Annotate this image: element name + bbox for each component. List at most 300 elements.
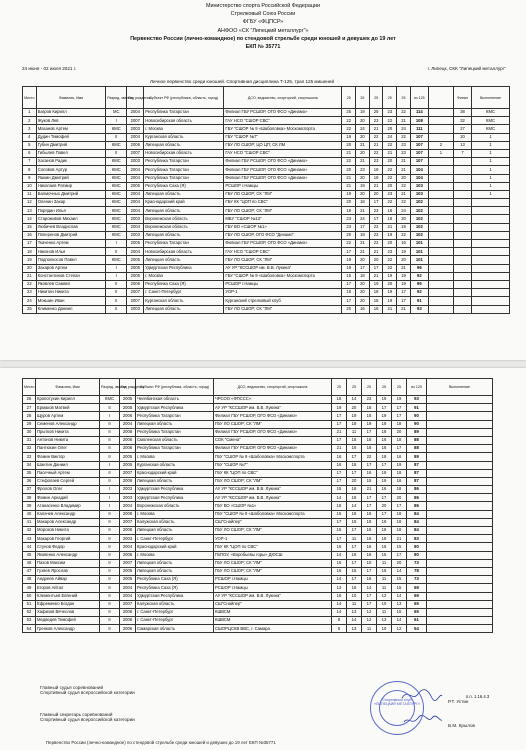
table-cell: Пантюхин Олег bbox=[36, 445, 100, 453]
table-cell: 17 bbox=[377, 404, 392, 412]
table-cell: 20 bbox=[392, 559, 407, 567]
table-cell: 30 bbox=[23, 428, 36, 436]
table-cell: 16 bbox=[347, 584, 362, 592]
union-line: Стрелковый Союз России bbox=[230, 11, 296, 18]
table-cell: II bbox=[100, 625, 120, 633]
table-cell: 88 bbox=[407, 445, 427, 453]
table-cell: Курганский стрелковый клуб bbox=[224, 297, 342, 305]
table-cell: ГБУ ЛО СШОР; СК "ЛМ" bbox=[214, 559, 332, 567]
table-cell: ГБУ ЛО СШОР; СК "ЛМ" bbox=[224, 305, 342, 313]
table-cell: 21 bbox=[362, 486, 377, 494]
table-cell bbox=[428, 272, 453, 280]
table-cell: 88 bbox=[407, 436, 427, 444]
table-cell: 1 bbox=[471, 182, 509, 190]
table-cell: 2003 bbox=[120, 535, 136, 543]
table-cell: ГБПОУ, «Воробьевы горы» ДЮСШ bbox=[214, 551, 332, 559]
table-cell: II bbox=[100, 551, 120, 559]
table-cell: 17 bbox=[392, 502, 407, 510]
table-cell: 53 bbox=[23, 617, 36, 625]
table-cell: 19 bbox=[356, 231, 370, 239]
organizer-line: АНФОО «СК "Липецкий металлург"» bbox=[217, 27, 309, 34]
competition-title: Первенство России (лично-командное) по стендовой стрельбе среди юношей и девушек до 19 лет bbox=[130, 35, 396, 42]
table-cell: 48 bbox=[23, 576, 36, 584]
table-cell: Калужская область bbox=[136, 518, 214, 526]
table-cell: ГБУ ЛО СШОР; СК "ЛМ" bbox=[224, 207, 342, 215]
table-cell: 16 bbox=[377, 518, 392, 526]
table-cell: 16 bbox=[377, 543, 392, 551]
table-cell: 38 bbox=[454, 109, 472, 117]
table-cell: Щуров Артем bbox=[36, 412, 100, 420]
table-row bbox=[23, 412, 493, 420]
table-cell: СШ"Снайпер" bbox=[214, 518, 332, 526]
table-cell: 16 bbox=[362, 535, 377, 543]
table-cell: 14 bbox=[332, 551, 347, 559]
table-row bbox=[23, 240, 510, 248]
table-cell bbox=[454, 272, 472, 280]
table-cell: 20 bbox=[356, 280, 370, 288]
table-cell: Захаров Артем bbox=[36, 264, 106, 272]
table-cell: ГБУ КК "ЦОП по СВС" bbox=[214, 543, 332, 551]
table-cell: II bbox=[100, 445, 120, 453]
table-cell: 17 bbox=[332, 436, 347, 444]
table-cell bbox=[428, 133, 453, 141]
table-cell: 22 bbox=[383, 117, 397, 125]
table-cell: II bbox=[100, 477, 120, 485]
table-row bbox=[23, 420, 493, 428]
table-cell: 20 bbox=[356, 297, 370, 305]
table-cell: II bbox=[100, 576, 120, 584]
table-cell: II bbox=[100, 592, 120, 600]
table-cell: 2006 bbox=[127, 141, 144, 149]
table-cell bbox=[427, 453, 493, 461]
table-cell: Воронежская область bbox=[136, 502, 214, 510]
table-cell: 21 bbox=[332, 428, 347, 436]
table-cell: 23 bbox=[397, 149, 411, 157]
table-cell: 103 bbox=[410, 182, 428, 190]
table-cell: Клименко Даниил bbox=[36, 305, 106, 313]
table-cell: 2006 bbox=[120, 551, 136, 559]
table-cell: 19 bbox=[356, 182, 370, 190]
table-row bbox=[23, 149, 510, 157]
table-cell: РСШОР г.Намцы bbox=[224, 182, 342, 190]
table-cell: Липецкая область bbox=[136, 477, 214, 485]
table-cell: Филиал ГБУ РСШОР, ОГО ФСО «Динамо» bbox=[224, 166, 342, 174]
table-cell: Филиал ГБУ РСШОР, ОГО ФСО «Динамо» bbox=[224, 158, 342, 166]
table-row bbox=[23, 445, 493, 453]
table-cell: 17 bbox=[347, 469, 362, 477]
table-cell: 15 bbox=[332, 527, 347, 535]
table-cell: 49 bbox=[23, 584, 36, 592]
table-cell: 14 bbox=[347, 617, 362, 625]
table-cell: Стунов Федор bbox=[36, 543, 100, 551]
table-row bbox=[23, 584, 493, 592]
table-cell: КМС bbox=[106, 141, 127, 149]
table-cell bbox=[471, 207, 509, 215]
table-cell: 73 bbox=[407, 576, 427, 584]
table-cell bbox=[427, 445, 493, 453]
table-row bbox=[23, 207, 510, 215]
table-cell: 18 bbox=[392, 510, 407, 518]
table-cell: 29 bbox=[23, 420, 36, 428]
table-cell: 47 bbox=[23, 567, 36, 575]
table-cell bbox=[428, 174, 453, 182]
table-cell: 16 bbox=[347, 445, 362, 453]
federation-line: ФГБУ «ФЦПСР» bbox=[242, 19, 284, 26]
table-cell: ГБУ "СШОР № 9 «Шаболовка» Москомспорта bbox=[214, 510, 332, 518]
table-cell: 2007 bbox=[127, 289, 144, 297]
table-cell: 17 bbox=[342, 297, 356, 305]
table-cell: 22 bbox=[342, 240, 356, 248]
table-cell: 22 bbox=[362, 453, 377, 461]
table-cell: Удмуртская Республика bbox=[144, 264, 224, 272]
table-cell: УОР-1 bbox=[214, 535, 332, 543]
table-cell: 22 bbox=[397, 231, 411, 239]
results-table-2 bbox=[22, 378, 493, 633]
table-cell: 39 bbox=[23, 502, 36, 510]
table-cell: Макаров Георгий bbox=[36, 535, 100, 543]
table-cell: I bbox=[100, 412, 120, 420]
table-cell: Удмуртская Республика bbox=[136, 494, 214, 502]
table-cell: Гибылев Павел bbox=[36, 149, 106, 157]
table-cell: 16 bbox=[377, 436, 392, 444]
table-cell: I bbox=[100, 461, 120, 469]
col-club: ДСО, ведомство, спорторгий, спортшкола bbox=[224, 87, 342, 109]
table-row bbox=[23, 518, 493, 526]
table-cell: Липецкая область bbox=[144, 190, 224, 198]
table-cell: Липецкая область bbox=[144, 305, 224, 313]
table-cell: 93 bbox=[407, 396, 427, 404]
table-cell bbox=[471, 231, 509, 239]
table-cell: 90 bbox=[407, 412, 427, 420]
table-cell: 21 bbox=[342, 149, 356, 157]
table-cell: 19 bbox=[392, 396, 407, 404]
table-cell: 18 bbox=[347, 461, 362, 469]
table-cell: II bbox=[106, 133, 127, 141]
table-cell: 36 bbox=[23, 477, 36, 485]
secretary-name: В.М. Крылов bbox=[448, 723, 475, 728]
table-cell: 73 bbox=[407, 559, 427, 567]
col-rank: Разряд, звание bbox=[106, 87, 127, 109]
table-cell bbox=[428, 190, 453, 198]
table-cell: 104 bbox=[410, 174, 428, 182]
table-cell: I bbox=[100, 486, 120, 494]
table-cell: 17 bbox=[377, 461, 392, 469]
table-cell: 18 bbox=[356, 272, 370, 280]
table-cell: 102 bbox=[410, 231, 428, 239]
table-cell: 20 bbox=[356, 174, 370, 182]
table-cell: 18 bbox=[377, 535, 392, 543]
table-cell bbox=[427, 608, 493, 616]
table-cell: 23 bbox=[383, 190, 397, 198]
table-row bbox=[23, 396, 493, 404]
table-cell: 23 bbox=[383, 109, 397, 117]
table-cell: 54 bbox=[23, 625, 36, 633]
table-cell: 19 bbox=[23, 256, 37, 264]
table-cell: 23 bbox=[23, 289, 37, 297]
table-cell bbox=[427, 412, 493, 420]
table-cell: 16 bbox=[377, 567, 392, 575]
table-cell: 20 bbox=[342, 166, 356, 174]
table-row bbox=[23, 248, 510, 256]
table-cell: 19 bbox=[383, 297, 397, 305]
table-cell bbox=[428, 289, 453, 297]
table-cell: 20 bbox=[383, 125, 397, 133]
table-cell: 2006 bbox=[120, 412, 136, 420]
table-cell: 17 bbox=[362, 567, 377, 575]
table-cell: 15 bbox=[392, 608, 407, 616]
table-cell: 102 bbox=[410, 199, 428, 207]
table-row bbox=[23, 502, 493, 510]
table-cell bbox=[454, 297, 472, 305]
table-cell: 2007 bbox=[120, 518, 136, 526]
table-cell: 19 bbox=[342, 133, 356, 141]
table-cell: 17 bbox=[392, 412, 407, 420]
col-place: Место bbox=[23, 379, 36, 396]
table-cell: 1 bbox=[23, 109, 37, 117]
table-cell: УОР-1 bbox=[224, 289, 342, 297]
table-cell: г. Санкт-Петербург bbox=[136, 617, 214, 625]
table-cell: 2006 bbox=[127, 280, 144, 288]
table-cell bbox=[427, 559, 493, 567]
table-cell: Любичев Владислав bbox=[36, 223, 106, 231]
table-cell: КМС bbox=[106, 182, 127, 190]
table-cell: 10 bbox=[362, 559, 377, 567]
table-cell: Республика Татарстан bbox=[136, 412, 214, 420]
table-row bbox=[23, 215, 510, 223]
table-cell: 14 bbox=[332, 608, 347, 616]
table-cell: 20 bbox=[347, 404, 362, 412]
table-cell: Егоров Айтал bbox=[36, 584, 100, 592]
table-cell: 22 bbox=[397, 133, 411, 141]
table-cell: I bbox=[106, 264, 127, 272]
table-cell bbox=[454, 256, 472, 264]
table-cell: Филиал ГБУ РСШОР, ОГО ФСО «Динамо» bbox=[214, 445, 332, 453]
table-cell: 19 bbox=[342, 264, 356, 272]
table-cell: I bbox=[106, 240, 127, 248]
table-cell: 2006 bbox=[120, 527, 136, 535]
table-cell bbox=[454, 305, 472, 313]
table-cell: 102 bbox=[410, 223, 428, 231]
table-cell: I bbox=[106, 272, 127, 280]
table-cell: 19 bbox=[342, 256, 356, 264]
table-cell: Стефолаев Сергей bbox=[36, 477, 100, 485]
table-cell: 22 bbox=[383, 141, 397, 149]
table-cell: Новосибирская область bbox=[144, 149, 224, 157]
table-row bbox=[23, 592, 493, 600]
table-cell: 90 bbox=[407, 420, 427, 428]
table-cell: 17 bbox=[369, 264, 383, 272]
table-cell: РСШОР г.Намцы bbox=[214, 576, 332, 584]
table-cell bbox=[427, 527, 493, 535]
table-cell: 24 bbox=[397, 125, 411, 133]
table-cell: 2005 bbox=[120, 453, 136, 461]
table-cell: Липецкая область bbox=[136, 567, 214, 575]
table-row bbox=[23, 223, 510, 231]
table-row bbox=[23, 158, 510, 166]
col-name: Фамилия, Имя bbox=[36, 87, 106, 109]
table-cell: 101 bbox=[410, 248, 428, 256]
table-cell: 45 bbox=[23, 551, 36, 559]
table-cell: 2008 bbox=[120, 428, 136, 436]
table-cell bbox=[427, 584, 493, 592]
table-cell: 78 bbox=[407, 567, 427, 575]
table-cell: 17 bbox=[332, 412, 347, 420]
table-cell: 18 bbox=[369, 297, 383, 305]
table-cell: Филиал ГБУ РСШОР, ОГО ФСО «Динамо» bbox=[214, 412, 332, 420]
table-cell: Фролов Олег bbox=[36, 486, 100, 494]
table-cell: 2006 bbox=[120, 608, 136, 616]
table-cell: 18 bbox=[377, 453, 392, 461]
table-cell: 16 bbox=[377, 445, 392, 453]
table-cell: 51 bbox=[23, 600, 36, 608]
table-cell: 107 bbox=[410, 158, 428, 166]
table-row bbox=[23, 182, 510, 190]
table-cell: 25 bbox=[369, 109, 383, 117]
col-series-4: 25 bbox=[377, 379, 392, 396]
table-row bbox=[23, 576, 493, 584]
table-cell: КМС bbox=[106, 207, 127, 215]
table-cell: 20 bbox=[23, 264, 37, 272]
table-cell: 2003 bbox=[127, 305, 144, 313]
table-cell: 18 bbox=[392, 527, 407, 535]
table-cell: 2004 bbox=[127, 199, 144, 207]
table-cell: 18 bbox=[347, 494, 362, 502]
table-cell: Хасанов Радик bbox=[36, 158, 106, 166]
table-cell: 2005 bbox=[120, 461, 136, 469]
table-cell: 18 bbox=[347, 436, 362, 444]
table-cell: 84 bbox=[407, 510, 427, 518]
table-cell: II bbox=[100, 617, 120, 625]
table-cell: 2005 bbox=[127, 240, 144, 248]
table-cell: 27 bbox=[23, 404, 36, 412]
table-cell: Калужская область bbox=[136, 600, 214, 608]
table-cell: 3 bbox=[23, 125, 37, 133]
table-cell: 19 bbox=[347, 412, 362, 420]
table-row bbox=[23, 428, 493, 436]
table-cell bbox=[454, 248, 472, 256]
results-page-2 bbox=[0, 368, 526, 750]
table-cell: 40 bbox=[23, 510, 36, 518]
table-cell: 21 bbox=[356, 240, 370, 248]
table-cell: КШВСМ bbox=[214, 608, 332, 616]
table-cell: 18 bbox=[369, 305, 383, 313]
table-cell: 20 bbox=[369, 256, 383, 264]
table-row bbox=[23, 527, 493, 535]
table-cell: 2004 bbox=[120, 502, 136, 510]
table-cell: 18 bbox=[392, 436, 407, 444]
table-cell bbox=[454, 215, 472, 223]
table-cell bbox=[471, 272, 509, 280]
table-cell: 16 bbox=[362, 469, 377, 477]
table-cell: 16 bbox=[332, 461, 347, 469]
table-cell: 11 bbox=[377, 608, 392, 616]
table-cell: Удмуртская Республика bbox=[136, 592, 214, 600]
table-cell bbox=[428, 223, 453, 231]
table-cell: II bbox=[100, 428, 120, 436]
table-cell: 23 bbox=[356, 166, 370, 174]
table-cell: 5 bbox=[23, 141, 37, 149]
table-cell: 32 bbox=[454, 117, 472, 125]
table-cell: 20 bbox=[397, 215, 411, 223]
table-cell: 43 bbox=[23, 535, 36, 543]
table-cell: 17 bbox=[332, 518, 347, 526]
table-cell: 65 bbox=[407, 608, 427, 616]
table-row bbox=[23, 469, 493, 477]
table-row bbox=[23, 559, 493, 567]
table-cell bbox=[471, 280, 509, 288]
col-series-1: 25 bbox=[332, 379, 347, 396]
table-cell: 20 bbox=[383, 240, 397, 248]
table-cell: Соловов Артур bbox=[36, 166, 106, 174]
table-cell: 22 bbox=[369, 231, 383, 239]
table-cell: 46 bbox=[23, 559, 36, 567]
table-cell: 17 bbox=[362, 494, 377, 502]
table-cell: Кропотухин Кирилл bbox=[36, 396, 100, 404]
club-stamp bbox=[370, 681, 424, 735]
table-cell: II bbox=[100, 600, 120, 608]
table-cell: Республика Саха (Я) bbox=[144, 280, 224, 288]
table-cell: Николаев Ратмир bbox=[36, 182, 106, 190]
table-cell: I bbox=[100, 502, 120, 510]
table-cell: 16 bbox=[362, 576, 377, 584]
table-row bbox=[23, 477, 493, 485]
table-cell: 19 bbox=[369, 280, 383, 288]
table-cell: 17 bbox=[347, 559, 362, 567]
table-cell: 22 bbox=[369, 240, 383, 248]
table-row bbox=[23, 543, 493, 551]
table-cell: 17 bbox=[332, 535, 347, 543]
table-cell: 86 bbox=[407, 502, 427, 510]
table-cell: 86 bbox=[407, 494, 427, 502]
table-cell: 23 bbox=[369, 117, 383, 125]
table-cell: 19 bbox=[377, 469, 392, 477]
table-cell: 1 bbox=[428, 149, 453, 157]
table-cell: 8 bbox=[332, 625, 347, 633]
table-cell: 14 bbox=[392, 592, 407, 600]
table-cell: 20 bbox=[356, 190, 370, 198]
table-cell: 2004 bbox=[127, 223, 144, 231]
table-cell: 16 bbox=[362, 527, 377, 535]
table-cell: 31 bbox=[23, 436, 36, 444]
table-cell bbox=[471, 297, 509, 305]
table-cell: 15 bbox=[342, 272, 356, 280]
table-cell: АУ УР "КССШОР им. В.В. Лукина" bbox=[214, 592, 332, 600]
stamp-text: Спортивный клуб «ЛИПЕЦКИЙ МЕТАЛЛУРГ» bbox=[374, 698, 420, 707]
table-row bbox=[23, 486, 493, 494]
table-cell: 22 bbox=[342, 125, 356, 133]
table-cell: 2003 bbox=[127, 158, 144, 166]
table-cell: 21 bbox=[369, 182, 383, 190]
table-cell: Хафизов Вячеслав bbox=[36, 608, 100, 616]
table-cell bbox=[428, 264, 453, 272]
table-cell: 83 bbox=[407, 535, 427, 543]
table-cell bbox=[427, 461, 493, 469]
table-cell bbox=[471, 305, 509, 313]
table-cell: 2004 bbox=[120, 592, 136, 600]
table-cell: 17 bbox=[347, 527, 362, 535]
table-cell: 17 bbox=[377, 510, 392, 518]
table-cell: 18 bbox=[362, 518, 377, 526]
table-cell: 2006 bbox=[120, 445, 136, 453]
table-cell: 16 bbox=[332, 453, 347, 461]
table-cell: 2004 bbox=[120, 584, 136, 592]
table-cell bbox=[427, 625, 493, 633]
table-cell: 1 bbox=[471, 141, 509, 149]
table-cell: 2007 bbox=[120, 600, 136, 608]
table-cell: 2005 bbox=[120, 567, 136, 575]
table-cell: Удмуртская Республика bbox=[136, 486, 214, 494]
table-cell: 111 bbox=[410, 125, 428, 133]
